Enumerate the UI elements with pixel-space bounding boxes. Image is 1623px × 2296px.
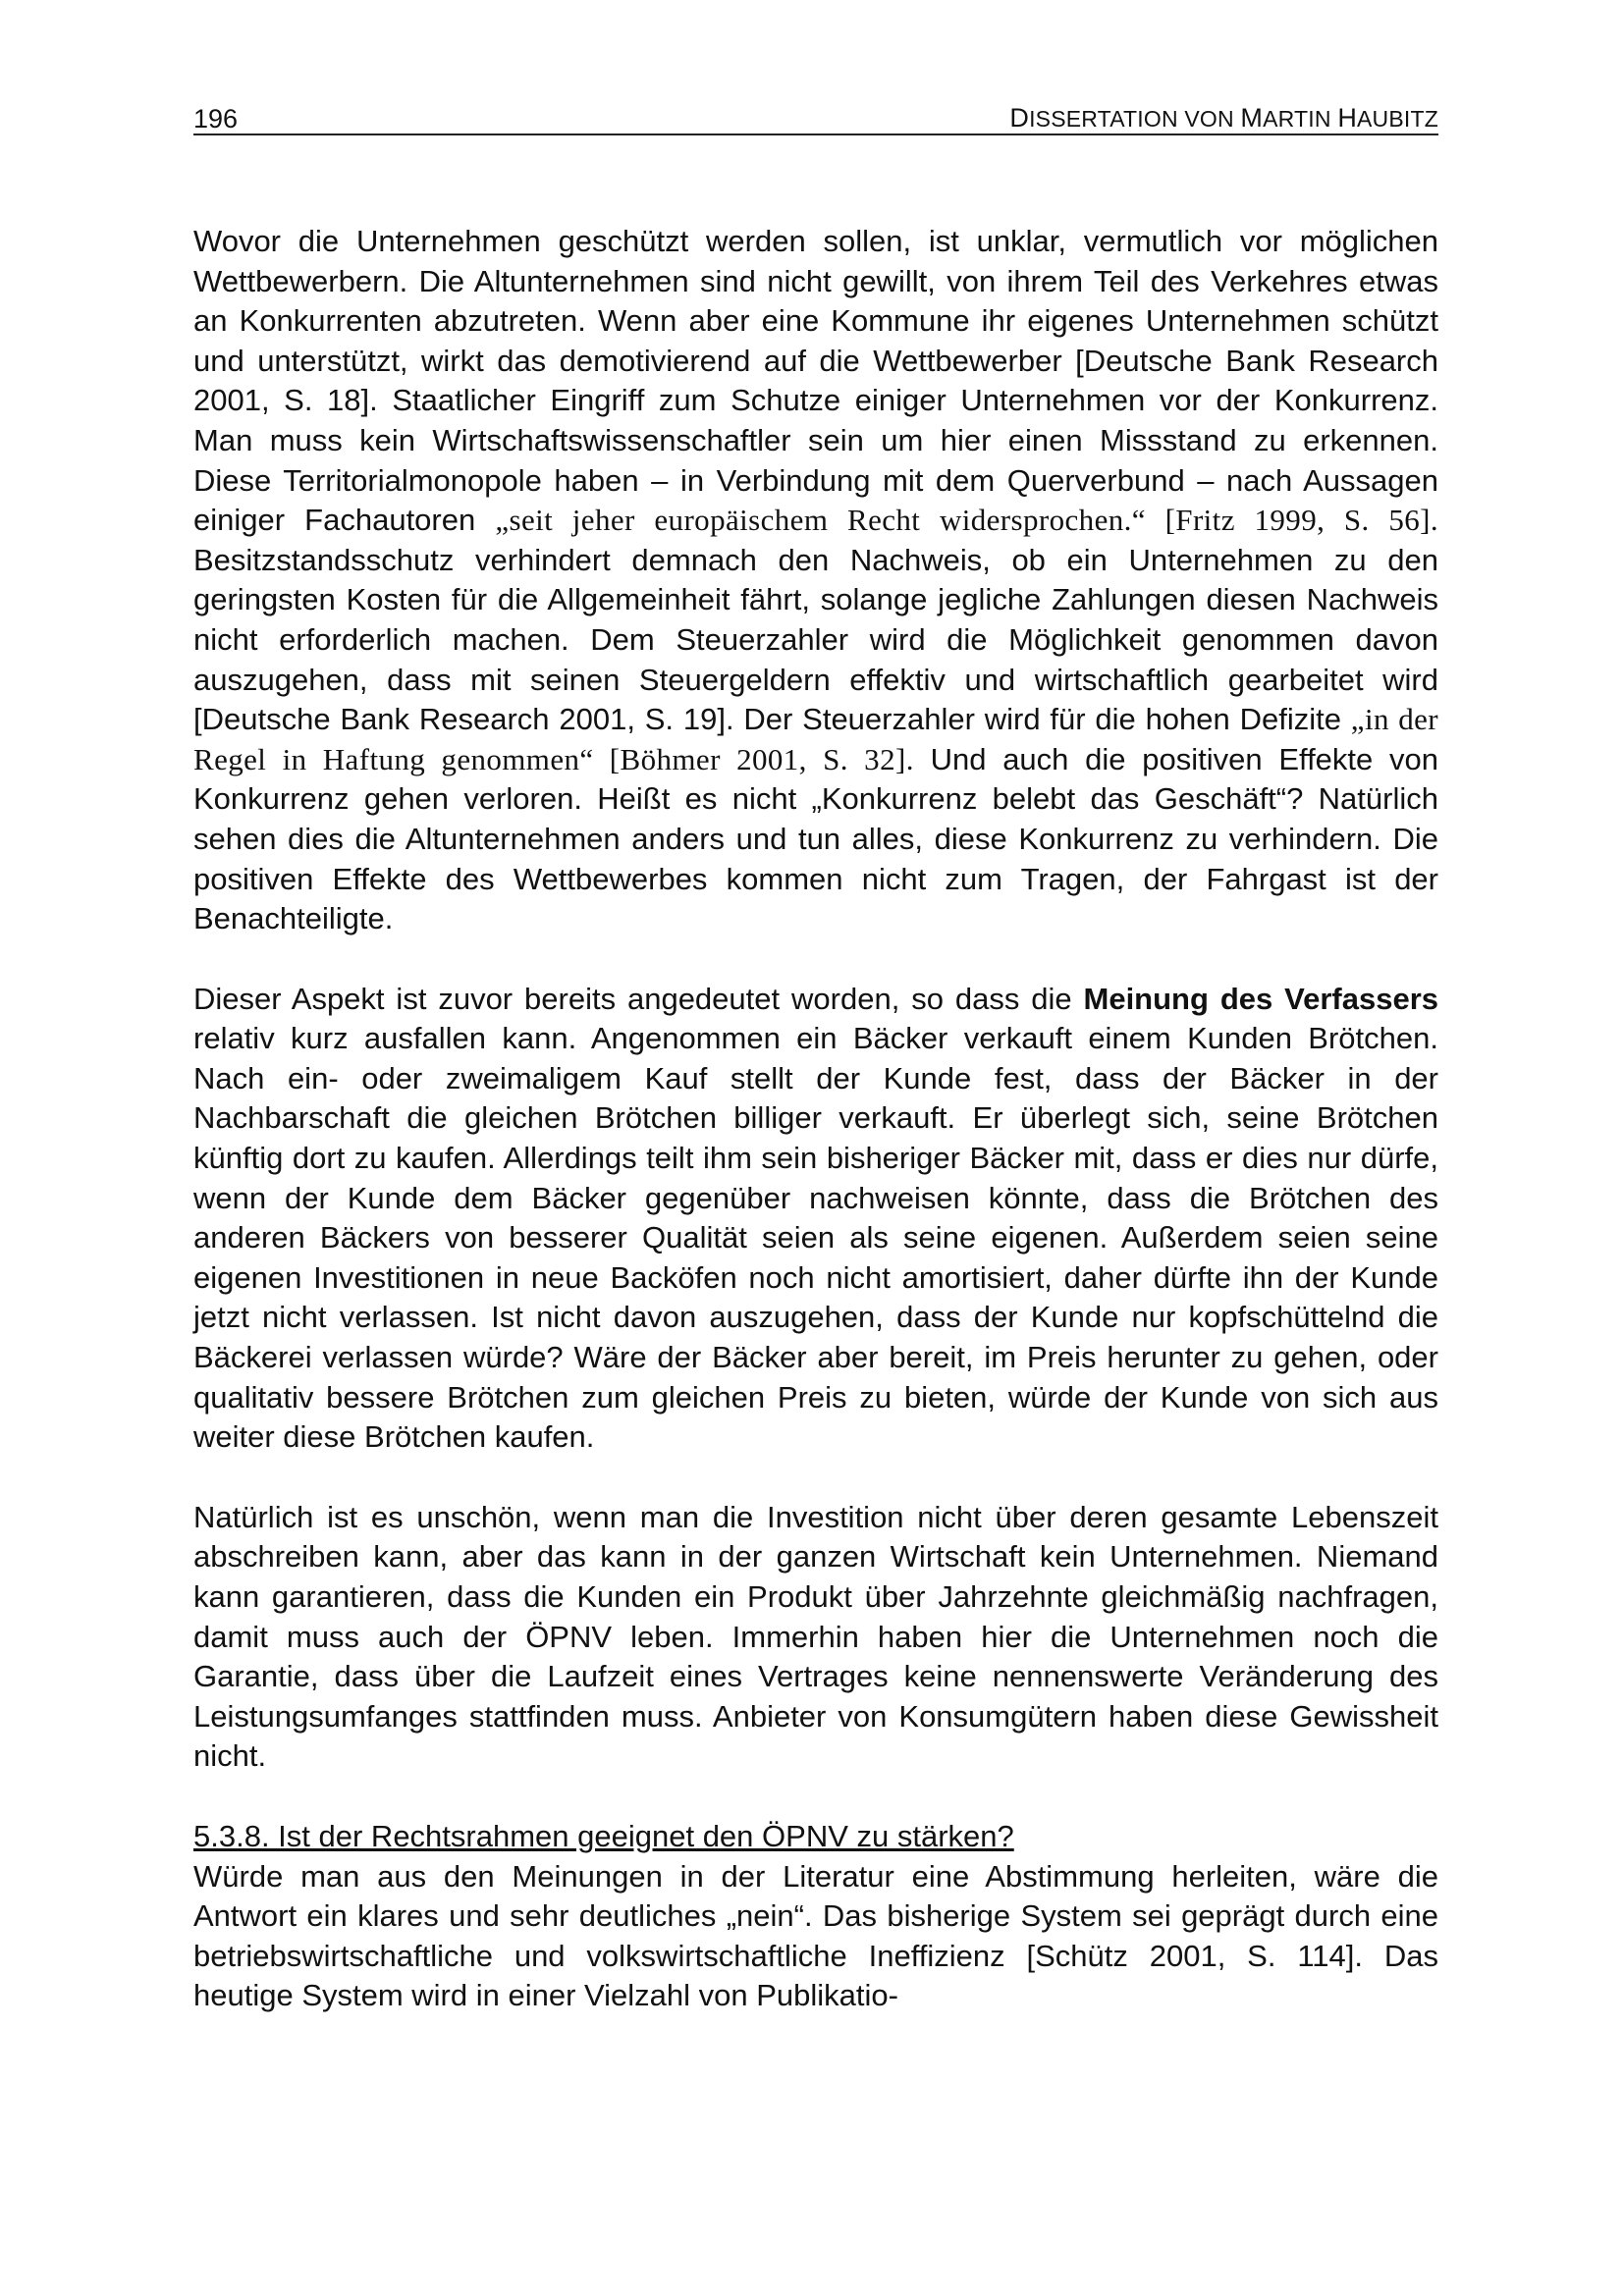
- running-title-part: AUBITZ: [1357, 106, 1438, 132]
- text-run: Besitzstandsschutz verhindert demnach den Nachweis, ob ein Unternehmen zu den geringsten Kosten für die Allgemeinheit fährt, solange jegliche Zahlungen diesen Nachweis nicht erforderlich machen. Dem Steuerzahler wird die Möglichkeit genommen davon auszugehen, dass mit seinen Steuergeldern effektiv und wirtschaftlich gearbeitet wird [Deutsche Bank Research 2001, S. 19]. Der Steuerzahler wird für die hohen Defizite: [193, 542, 1438, 737]
- body-text: [193, 222, 1438, 2016]
- paragraph-3: [193, 1498, 1438, 1777]
- paragraph-2: [193, 980, 1438, 1458]
- section-paragraph: Würde man aus den Meinungen in der Literatur eine Abstimmung herleiten, wäre die Antwort ein klares und sehr deutliches „nein“. Das bisherige System sei geprägt durch eine betriebswirtschaftliche und volkswirtschaftliche Ineffizienz [Schütz 2001, S. 114]. Das heutige System wird in einer Vielzahl von Publikatio-: [193, 1858, 1438, 2013]
- page-header: [193, 98, 1438, 135]
- running-title-part: ARTIN: [1263, 106, 1338, 132]
- text-run: Natürlich ist es unschön, wenn man die Investition nicht über deren gesamte Lebenszeit abschreiben kann, aber das kann in der ganzen Wirtschaft kein Unternehmen. Niemand kann garantieren, dass die Kunden ein Produkt über Jahrzehnte gleichmäßig nachfragen, damit muss auch der ÖPNV leben. Immerhin haben hier die Unternehmen noch die Garantie, dass über die Laufzeit eines Vertrages keine nennenswerte Veränderung des Leistungsumfanges stattfinden muss. Anbieter von Konsumgütern haben diese Gewissheit nicht.: [193, 1499, 1438, 1774]
- quotation: „in der Regel in Haftung genommen“ [Böhmer 2001, S. 32].: [193, 702, 1438, 776]
- section-heading: 5.3.8. Ist der Rechtsrahmen geeignet den ÖPNV zu stärken?: [193, 1818, 1014, 1853]
- running-title-part: H: [1337, 103, 1358, 133]
- running-title-part: M: [1240, 103, 1264, 133]
- running-title-part: D: [1009, 103, 1030, 133]
- paragraph-1: [193, 222, 1438, 939]
- text-run: Wovor die Unternehmen geschützt werden sollen, ist unklar, vermutlich vor möglichen Wettbewerbern. Die Altunternehmen sind nicht gewillt, von ihrem Teil des Verkehres etwas an Konkurrenten abzutreten. Wenn aber eine Kommune ihr eigenes Unternehmen schützt und unterstützt, wirkt das demotivierend auf die Wettbewerber [Deutsche Bank Research 2001, S. 18]. Staatlicher Eingriff zum Schutze einiger Unternehmen vor der Konkurrenz. Man muss kein Wirtschaftswissenschaftler sein um hier einen Missstand zu erkennen. Diese Territorialmonopole haben – in Verbindung mit dem Querverbund – nach Aussagen einiger Fachautoren: [193, 224, 1438, 538]
- page-number: 196: [193, 104, 239, 133]
- text-run: Dieser Aspekt ist zuvor bereits angedeutet worden, so dass die: [193, 981, 1084, 1016]
- running-title-part: ISSERTATION VON: [1029, 106, 1241, 132]
- text-run: relativ kurz ausfallen kann. Angenommen ein Bäcker verkauft einem Kunden Brötchen. Nach ein- oder zweimaligem Kauf stellt der Kunde fest, dass der Bäcker in der Nachbarschaft die gleichen Brötchen billiger verkauft. Er überlegt sich, seine Brötchen künftig dort zu kaufen. Allerdings teilt ihm sein bisheriger Bäcker mit, dass er dies nur dürfe, wenn der Kunde dem Bäcker gegenüber nachweisen könnte, dass die Brötchen des anderen Bäckers von besserer Qualität seien als seine eigenen. Außerdem seien seine eigenen Investitionen in neue Backöfen noch nicht amortisiert, daher dürfte ihn der Kunde jetzt nicht verlassen. Ist nicht davon auszugehen, dass der Kunde nur kopfschüttelnd die Bäckerei verlassen würde? Wäre der Bäcker aber bereit, im Preis herunter zu gehen, oder qualitativ bessere Brötchen zum gleichen Preis zu bieten, würde der Kunde von sich aus weiter diese Brötchen kaufen.: [193, 1021, 1438, 1455]
- running-title: [1009, 103, 1438, 133]
- emphasis: Meinung des Verfassers: [1083, 981, 1438, 1016]
- text-run: Und auch die positiven Effekte von Konkurrenz gehen verloren. Heißt es nicht „Konkurrenz belebt das Geschäft“? Natürlich sehen dies die Altunternehmen anders und tun alles, diese Konkurrenz zu verhindern. Die positiven Effekte des Wettbewerbes kommen nicht zum Tragen, der Fahrgast ist der Benachteiligte.: [193, 741, 1438, 936]
- quotation: „seit jeher europäischem Recht widersprochen.“ [Fritz 1999, S. 56].: [495, 503, 1438, 538]
